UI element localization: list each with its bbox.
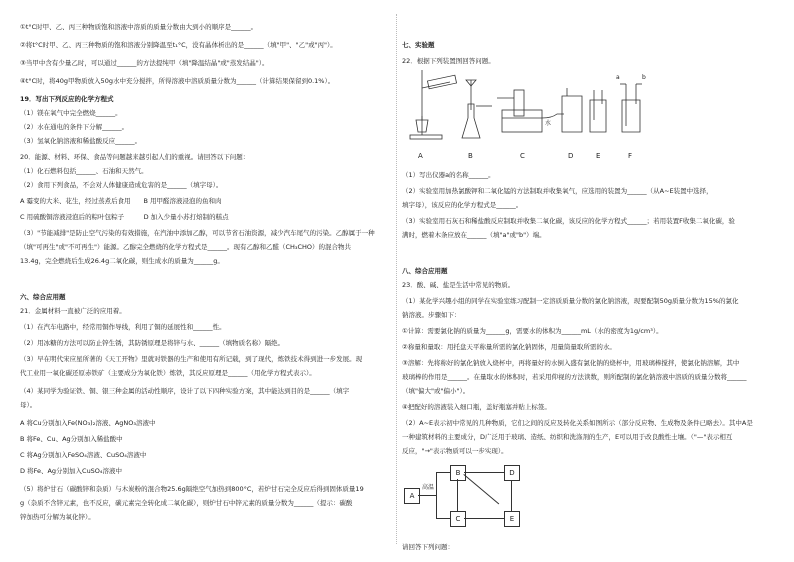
right-line: 钠溶液。步骤如下： [402,311,461,319]
edge-split-vertical [436,472,437,518]
edge-b-d [464,472,504,473]
left-line: （1）镁在氧气中完全燃烧______。 [20,109,122,117]
column-divider [396,14,397,544]
right-line: （2）实验室用加热氯酸钾和二氧化锰的方法制取并收集氧气，应选用的装置为______（从A~E装置中选择， [402,187,713,195]
right-line: ④把配好的溶液装入细口瓶，盖好瓶塞并贴上标签。 [402,403,551,411]
edge-a-split [418,495,436,496]
right-line: 满时，燃着木条应放在______（填"a"或"b"）端。 [402,231,546,239]
option-line: A 霉变的大米、花生，经过蒸煮后食用 B 用甲醛溶液浸泡的鱼和肉 [20,197,222,205]
right-line: 玻璃棒的作用是______。在量取水的体积时，若采用仰视的方法读数，则所配制的氯化钠溶液中溶质的质量分数将______ [402,373,747,381]
section-7-heading: 七、实验题 [402,41,435,49]
edge-b-c [457,479,458,511]
left-line: （3）早在明代宋应星所著的《天工开物》里就对铁器的生产和使用有所记载，到了现代，炼铁技术得到进一步发展。现 [20,355,363,363]
left-line: 代工业用一氧化碳还原赤铁矿（主要成分为氧化铁）炼铁，其反应原理是______（用化学方程式表示）。 [20,369,316,377]
left-line: （填"可再生"或"不可再生"）能源。乙醇完全燃烧的化学方程式是______。现有乙醇和乙醛（CH₃CHO）的混合物共 [20,243,352,251]
left-column [20,0,390,562]
left-line: g（杂质不含锌元素，也不反应，碳元素完全转化成二氧化碳），则炉甘石中锌元素的质量分数为______（提示：碳酸 [20,499,353,507]
final-prompt: 请回答下列问题： [402,543,454,551]
left-line: 锌加热可分解为氧化锌）。 [20,513,95,521]
right-line: （1）某化学兴趣小组的同学在实验室练习配制一定溶质质量分数的氯化钠溶液，现要配制50g质量分数为15%的氯化 [402,297,739,305]
option-line: C 用硫酸铜溶液浸泡后的粽叶包粽子 D 加入少量小苏打焙制的糕点 [20,213,229,221]
left-line: 13.4g，完全燃烧后生成26.4g二氧化碳，则生成水的质量为______g。 [20,257,224,265]
right-line: 一种建筑材料的主要成分，D广泛用于玻璃、造纸、纺织和洗涤剂的生产，E可以用于改良酸性土壤。（"—"表示相互 [402,433,733,441]
question-23-heading: 23．酸、碱、盐是生活中常见的物质。 [402,281,515,289]
right-line: （填"偏大"或"偏小"）。 [402,387,470,395]
edge-to-c [436,518,450,519]
edge-b-e [463,474,499,504]
section-6-heading: 六、综合应用题 [20,293,66,301]
section-8-heading: 八、综合应用题 [402,267,448,275]
figure-label-c: C [520,152,525,160]
left-line: ④t°C时，将40g甲物质放入50g水中充分搅拌，所得溶液中溶质质量分数为______（计算结果保留到0.1%）。 [20,77,335,85]
node-b: B [450,465,466,481]
left-line: （2）水在通电的条件下分解______。 [20,123,129,131]
right-line: （2）A~E表示初中常见的几种物质，它们之间的反应及转化关系如图所示（部分反应物、生成物及条件已略去）。其中A是 [402,419,753,427]
figure-label-b: B [468,152,473,160]
option-line: D 将Fe、Ag分别加入CuSO₄溶液中 [20,467,123,475]
apparatus-figure [402,60,672,170]
left-line: （3）氢氧化钠溶液和稀盐酸反应______。 [20,137,142,145]
left-line: （3）"节能减排"是防止空气污染的有效措施，在汽油中添加乙醇，可以节省石油资源，减少汽车尾气的污染。乙醇属于一种 [20,229,375,237]
question-22-heading: 22．根据下列装置图回答问题。 [402,57,495,65]
right-line: ②称量和量取：用托盘天平称量所需的氯化钠固体，用量筒量取所需的水。 [402,343,616,351]
node-a: A [404,488,420,504]
left-line: 母）。 [20,401,37,409]
right-line: 填字母），该反应的化学方程式是______。 [402,201,523,209]
edge-d-e [511,479,512,511]
left-line: （1）化石燃料包括______、石油和天然气。 [20,167,148,175]
left-line: ③当甲中含有少量乙时，可以通过______的方法提纯甲（填"降温结晶"或"蒸发结晶"）。 [20,59,269,67]
question-21-heading: 21．金属材料一直被广泛的应用着。 [20,307,126,315]
question-19-heading: 19．写出下列反应的化学方程式 [20,95,114,103]
left-line: （4）某同学为验证铁、铜、银三种金属的活动性顺序，设计了以下四种实验方案，其中能达到目的是______（填字 [20,387,350,395]
figure-label-a: A [418,152,423,160]
figure-label-e: E [596,152,601,160]
node-d: D [504,465,520,481]
option-line: B 将Fe、Cu、Ag分别加入稀盐酸中 [20,435,123,443]
right-line: ①计算：需要氯化钠的质量为______g，需要水的体积为______mL（水的密度为1g/cm³）。 [402,327,663,335]
left-line: ②将t°C时甲、乙、丙三种物质的饱和溶液分别降温至t₁°C，没有晶体析出的是______（填"甲"、"乙"或"丙"）。 [20,41,337,49]
left-line: （5）将炉甘石（碳酸锌和杂质）与木炭粉的混合物25.6g隔绝空气加热到800°C，若炉甘石完全反应后得到固体质量19 [20,485,364,493]
right-line: ③溶解：先将称好的氯化钠放入烧杯中，再将量好的水倒入盛有氯化钠的烧杯中，用玻璃棒搅拌，使氯化钠溶解，其中 [402,359,740,367]
figure-label-f: F [628,152,633,160]
figure-port-b-label: b [642,74,646,81]
condition-label: 高温 [422,484,435,491]
figure-port-a-label: a [616,74,620,81]
figure-label-d: D [568,152,574,160]
left-line: ①t°C时甲、乙、丙三种物质饱和溶液中溶质的质量分数由大到小的顺序是______。 [20,23,258,31]
left-line: （1）在汽车电路中，经常用铜作导线，利用了铜的延展性和______性。 [20,323,226,331]
node-c: C [450,511,466,527]
edge-c-e [464,518,504,519]
right-line: 反应，"→"表示物质可以一步实现）。 [402,447,508,455]
right-line: （3）实验室用石灰石和稀盐酸反应制取并收集二氧化碳，该反应的化学方程式______；若用装置F收集二氧化碳，验 [402,217,735,225]
edge-to-b [436,472,450,473]
left-line: （2）用冰糖的方法可以防止锌生锈，其防锈原理是将锌与水、______（填物质名称）隔绝。 [20,339,285,347]
node-e: E [504,511,520,527]
figure-water-label: 水 [545,120,552,127]
option-line: C 将Ag分别加入FeSO₄溶液、CuSO₄溶液中 [20,451,147,459]
question-20-heading: 20．能源、材料、环保、食品等问题越来越引起人们的重视。请回答以下问题： [20,153,250,161]
right-line: （1）写出仪器a的名称______。 [402,171,495,179]
option-line: A 将Cu分别加入Fe(NO₃)₂溶液、AgNO₃溶液中 [20,419,156,427]
left-line: （2）食用下列食品，不会对人体健康造成危害的是______（填字母）。 [20,181,223,189]
right-column [402,0,774,562]
